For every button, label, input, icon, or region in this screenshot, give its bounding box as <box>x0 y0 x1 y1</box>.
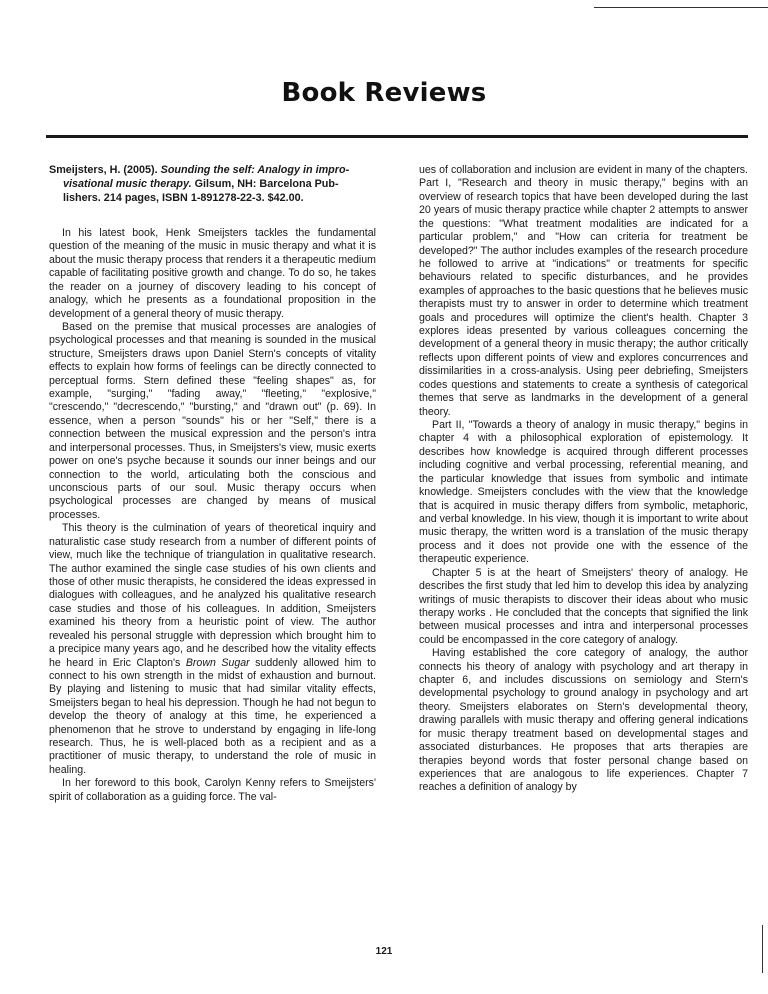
citation-details: lishers. 214 pages, ISBN 1-891278-22-3. $42.00. <box>63 192 304 204</box>
left-paragraph-3-start: This theory is the culmination of years of theoretical inquiry and naturalistic case study research from a number of different points of view, much like the technique of triangulation in qualitative research. The author examined the single case studies of his own clients and those of other music therapists, he considered the ideas expressed in dialogues with colleagues, and he analyzed his qualitative research case studies and those of his colleagues. In addition, Smeijsters examined his theory from a heuristic point of view. The author revealed his personal struggle with depression which brought him to a precipice many years ago, and he described how the vitality effects he heard in Eric Clapton's <box>49 522 376 669</box>
left-paragraph-2: Based on the premise that musical processes are analogies of psychological processes and that meaning is sounded in the musical structure, Smeijsters draws upon Daniel Stern's concepts of vitality effects to explain how forms of feelings can be directly connected to perceptual forms. Stern defined these "feeling shapes" as, for example, "surging," "fading away," "fleeting," "explosive," "crescendo," "decrescendo," "bursting," and "drawn out" (p. 69). In essence, when a person "sounds" his or her "Self," there is a connection between the musical expression and the person's intra and interpersonal processes. Thus, in Smeijsters's view, music exerts power on one's psyche because it sounds our inner beings and our connection to the world, articulating both the conscious and unconscious parts of our soul. Music therapy occurs when psychological processes are changed by means of musical processes. <box>49 320 376 521</box>
left-paragraph-3-end: suddenly allowed him to connect to his own strength in the midst of exhaustion and burnout. By playing and listening to music that had similar vitality effects, Smeijsters began to heal his depression. Though he had not begun to develop the theory of analogy at this time, he experienced a phenomenon that he strove to understand by engaging in life-long research. Thus, he is well-placed both as a recipient and as a practitioner of music therapy, to understand the role of music in healing. <box>49 656 376 776</box>
book-citation <box>49 163 376 205</box>
left-paragraph-1: In his latest book, Henk Smeijsters tackles the fundamental question of the meaning of the music in music therapy and what it is about the music therapy process that renders it a therapeutic medium capable of facilitating positive growth and change. To do so, he takes the reader on a journey of discovery leading to his concept of analogy, which he presents as a foundational proposition in the development of a general theory of music therapy. <box>49 227 376 320</box>
page-title: Book Reviews <box>281 78 487 108</box>
citation-title-part2: visational music therapy. <box>63 178 192 190</box>
citation-title-part1: Sounding the self: Analogy in impro- <box>160 164 350 176</box>
right-column <box>419 164 748 795</box>
citation-publisher: Gilsum, NH: Barcelona Pub- <box>191 178 339 190</box>
margin-mark <box>762 925 763 973</box>
right-paragraph-4: Having established the core category of analogy, the author connects his theory of analogy with psychology and art therapy in chapter 6, and includes discussions on semiology and Stern's developmental psychology to ground analogy in psychology and art theory. Smeijsters elaborates on Stern's developmental theory, drawing parallels with music therapy and offering general indications for music therapy treatment based on developmental stages and associated disturbances. He proposes that arts therapies are therapies beyond words that foster personal change based on experiences that are analogous to life experiences. Chapter 7 reaches a definition of analogy by <box>419 647 748 794</box>
top-right-rule <box>594 7 768 8</box>
page-number: 121 <box>375 946 393 957</box>
left-paragraph-4: In her foreword to this book, Carolyn Kenny refers to Smeijsters' spirit of collaboration as a guiding force. The val- <box>49 777 376 803</box>
citation-author-year: Smeijsters, H. (2005). <box>49 164 161 176</box>
song-title: Brown Sugar <box>185 656 250 669</box>
right-paragraph-2: Part II, "Towards a theory of analogy in music therapy," begins in chapter 4 with a philosophical exploration of epistemology. It describes how knowledge is acquired through different processes including cognitive and verbal processing, referential meaning, and the particular knowledge that issues from symbolic and intimate knowledge. Smeijsters concludes with the view that the knowledge that is acquired in music therapy differs from symbolic, metaphoric, and verbal knowledge. In his view, though it is important to write about music therapy, the written word is a translation of the music therapy process and it does not provide one with the essence of the therapeutic experience. <box>419 419 748 566</box>
left-column <box>49 163 376 804</box>
title-rule <box>46 135 748 138</box>
right-paragraph-3: Chapter 5 is at the heart of Smeijsters' theory of analogy. He describes the first study that led him to develop this idea by analyzing writings of music therapists to discover their ideas about who music therapy works . He concluded that the concepts that signified the link between musical processes and intra and interpersonal processes could be encompassed in the core category of analogy. <box>419 566 748 646</box>
left-paragraph-3 <box>49 522 376 777</box>
right-paragraph-1: ues of collaboration and inclusion are evident in many of the chapters. Part I, "Research and theory in music therapy," begins with an overview of research topics that have been developed during the last 20 years of music therapy practice while chapter 2 attempts to answer the questions: "What treatment modalities are indicated for a particular problem," and "How can criteria for treatment be developed?" The author includes examples of the research procedure he followed to arrive at "indications" or treatments for specific behaviours related to specific disturbances, and he provides examples of approaches to the basic questions that he believes music therapists must try to answer in order to determine which treatment goals and procedures will optimize the client's health. Chapter 3 explores ideas presented by various colleagues concerning the development of a general theory in music therapy; the author critically reflects upon different points of view and explores concurrences and dissimilarities in a cross-analysis. Using peer debriefing, Smeijsters codes questions and statements to create a synthesis of categorical themes that serve as landmarks in the development of a general theory. <box>419 164 748 418</box>
